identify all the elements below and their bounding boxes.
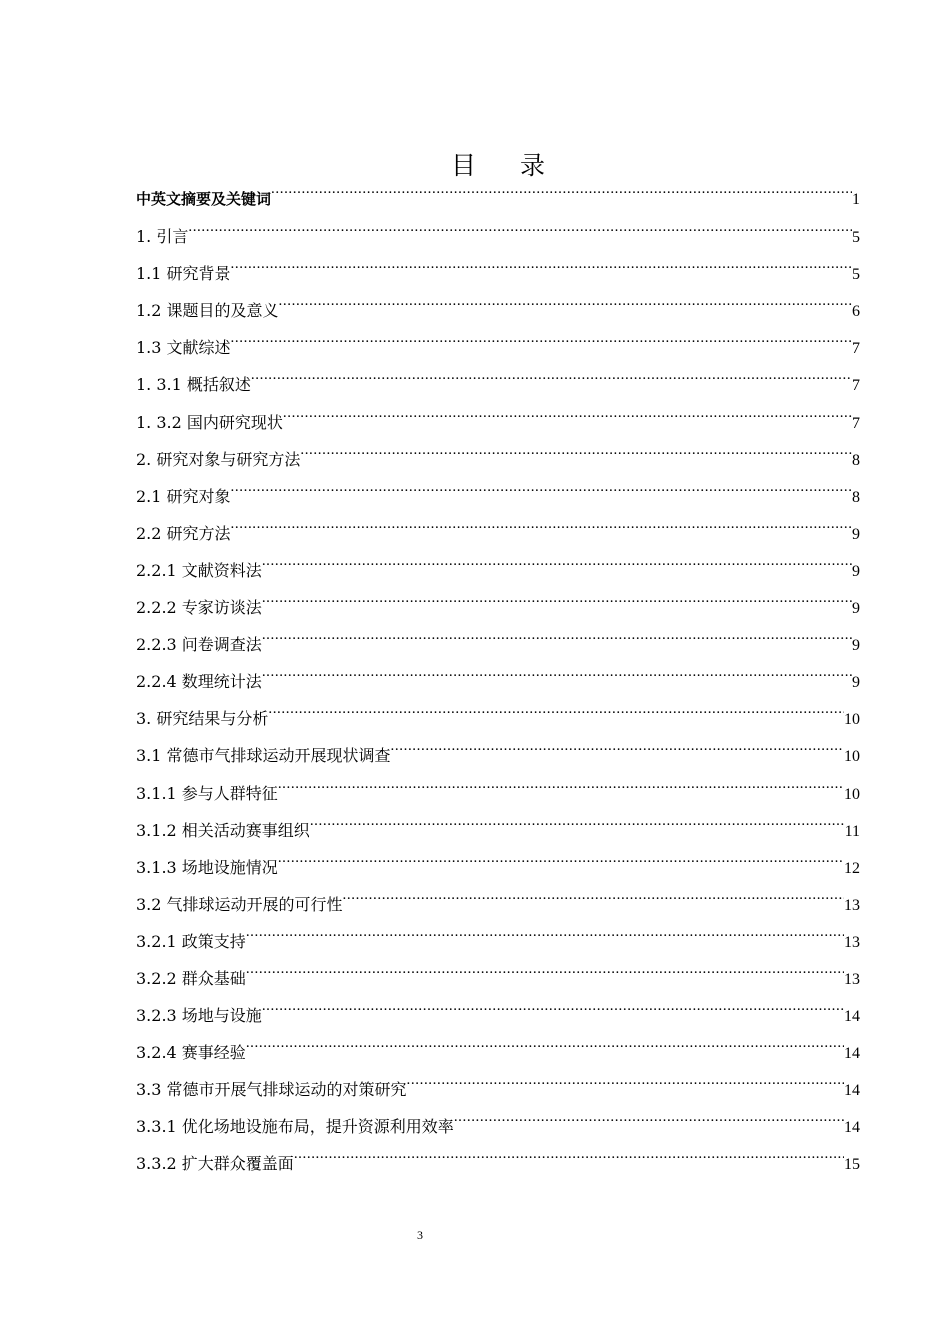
toc-dot-leader — [279, 300, 852, 316]
toc-entry[interactable] — [136, 775, 860, 812]
toc-entry[interactable] — [136, 663, 860, 700]
toc-entry[interactable] — [136, 1108, 860, 1145]
toc-entry-page: 5 — [852, 229, 860, 247]
toc-dot-leader — [294, 1153, 844, 1169]
toc-dot-leader — [343, 894, 844, 910]
toc-entry-page: 14 — [844, 1082, 860, 1100]
toc-dot-leader — [262, 1005, 844, 1021]
toc-entry-page: 10 — [844, 748, 860, 766]
toc-dot-leader — [407, 1079, 844, 1095]
toc-entry[interactable] — [136, 329, 860, 366]
toc-entry-label: 1. 引言 — [136, 227, 189, 247]
toc-entry[interactable] — [136, 1145, 860, 1182]
table-of-contents — [136, 181, 860, 1183]
toc-dot-leader — [262, 560, 852, 576]
toc-dot-leader — [262, 597, 852, 613]
toc-entry-label: 1.3 文献综述 — [136, 338, 231, 358]
toc-entry-label: 3.1.2 相关活动赛事组织 — [136, 820, 310, 840]
toc-entry-page: 11 — [844, 822, 860, 840]
toc-dot-leader — [278, 783, 844, 799]
toc-entry-label: 2.2 研究方法 — [136, 523, 231, 543]
toc-dot-leader — [300, 449, 852, 465]
title-char-1: 目 — [450, 151, 476, 180]
toc-dot-leader — [278, 857, 844, 873]
toc-entry-label: 中英文摘要及关键词 — [136, 190, 272, 208]
toc-entry[interactable] — [136, 441, 860, 478]
toc-entry-label: 2.2.4 数理统计法 — [136, 672, 262, 692]
toc-entry[interactable] — [136, 218, 860, 255]
toc-dot-leader — [454, 1116, 844, 1132]
toc-entry[interactable] — [136, 515, 860, 552]
toc-entry[interactable] — [136, 700, 860, 737]
toc-entry-page: 7 — [852, 377, 860, 395]
toc-entry-page: 9 — [852, 674, 860, 692]
toc-entry-page: 1 — [852, 191, 860, 208]
toc-entry-label: 3.1.3 场地设施情况 — [136, 857, 278, 877]
toc-entry-label: 2.2.1 文献资料法 — [136, 560, 262, 580]
toc-dot-leader — [246, 1042, 844, 1058]
toc-entry[interactable] — [136, 589, 860, 626]
toc-entry-label: 3.2.2 群众基础 — [136, 968, 246, 988]
page-number: 3 — [417, 1228, 423, 1242]
toc-entry-page: 8 — [852, 451, 860, 469]
toc-entry-page: 7 — [852, 414, 860, 432]
toc-entry[interactable] — [136, 366, 860, 403]
toc-entry-page: 9 — [852, 600, 860, 618]
toc-entry-label: 3.3.2 扩大群众覆盖面 — [136, 1154, 294, 1174]
toc-entry-page: 9 — [852, 562, 860, 580]
toc-entry-page: 13 — [844, 933, 860, 951]
toc-entry-label: 2.2.2 专家访谈法 — [136, 598, 262, 618]
toc-dot-leader — [231, 263, 852, 279]
toc-dot-leader — [262, 671, 852, 687]
toc-entry-label: 3.1 常德市气排球运动开展现状调查 — [136, 746, 391, 766]
toc-entry-label: 2. 研究对象与研究方法 — [136, 449, 301, 469]
toc-entry-page: 13 — [844, 896, 860, 914]
toc-dot-leader — [251, 374, 852, 390]
toc-entry[interactable] — [136, 181, 860, 218]
toc-entry-label: 1.2 课题目的及意义 — [136, 301, 279, 321]
toc-entry-label: 3.3 常德市开展气排球运动的对策研究 — [136, 1080, 407, 1100]
toc-entry-page: 12 — [844, 859, 860, 877]
toc-entry[interactable] — [136, 737, 860, 774]
toc-entry[interactable] — [136, 1071, 860, 1108]
toc-entry-label: 3.2.3 场地与设施 — [136, 1006, 262, 1026]
toc-dot-leader — [310, 820, 845, 836]
toc-entry-page: 5 — [852, 266, 860, 284]
toc-entry[interactable] — [136, 478, 860, 515]
toc-entry-page: 7 — [852, 340, 860, 358]
toc-entry-label: 3.1.1 参与人群特征 — [136, 783, 278, 803]
toc-entry-page: 10 — [844, 785, 860, 803]
toc-dot-leader — [271, 188, 852, 204]
toc-entry-label: 1. 3.1 概括叙述 — [136, 375, 251, 395]
toc-dot-leader — [246, 931, 844, 947]
toc-entry-label: 3.2.4 赛事经验 — [136, 1043, 246, 1063]
toc-entry-page: 14 — [844, 1045, 860, 1063]
toc-entry-label: 3. 研究结果与分析 — [136, 709, 269, 729]
toc-dot-leader — [246, 968, 844, 984]
toc-entry[interactable] — [136, 849, 860, 886]
toc-entry[interactable] — [136, 923, 860, 960]
toc-entry-label: 3.2.1 政策支持 — [136, 931, 246, 951]
toc-dot-leader — [391, 745, 844, 761]
toc-entry-page: 14 — [844, 1008, 860, 1026]
page-title — [0, 146, 950, 182]
toc-entry[interactable] — [136, 404, 860, 441]
toc-entry[interactable] — [136, 255, 860, 292]
toc-entry[interactable] — [136, 552, 860, 589]
toc-entry-label: 1.1 研究背景 — [136, 264, 231, 284]
toc-entry-page: 9 — [852, 637, 860, 655]
toc-entry[interactable] — [136, 960, 860, 997]
title-char-2: 录 — [520, 151, 546, 180]
toc-entry[interactable] — [136, 292, 860, 329]
toc-entry[interactable] — [136, 997, 860, 1034]
toc-entry-label: 3.2 气排球运动开展的可行性 — [136, 894, 343, 914]
toc-dot-leader — [231, 337, 852, 353]
toc-entry[interactable] — [136, 886, 860, 923]
toc-dot-leader — [268, 708, 844, 724]
toc-entry[interactable] — [136, 626, 860, 663]
toc-entry-label: 1. 3.2 国内研究现状 — [136, 412, 283, 432]
toc-dot-leader — [188, 226, 852, 242]
toc-dot-leader — [262, 634, 852, 650]
toc-entry-page: 9 — [852, 525, 860, 543]
toc-entry-page: 8 — [852, 488, 860, 506]
toc-entry-page: 10 — [844, 711, 860, 729]
toc-dot-leader — [283, 412, 852, 428]
toc-entry-page: 13 — [844, 970, 860, 988]
toc-dot-leader — [231, 486, 852, 502]
toc-entry-label: 3.3.1 优化场地设施布局，提升资源利用效率 — [136, 1117, 454, 1137]
toc-entry[interactable] — [136, 1034, 860, 1071]
toc-entry-label: 2.1 研究对象 — [136, 486, 231, 506]
toc-entry-label: 2.2.3 问卷调查法 — [136, 635, 262, 655]
toc-entry-page: 15 — [844, 1156, 860, 1174]
toc-entry-page: 14 — [844, 1119, 860, 1137]
toc-entry-page: 6 — [852, 303, 860, 321]
toc-entry[interactable] — [136, 812, 860, 849]
toc-dot-leader — [231, 523, 852, 539]
